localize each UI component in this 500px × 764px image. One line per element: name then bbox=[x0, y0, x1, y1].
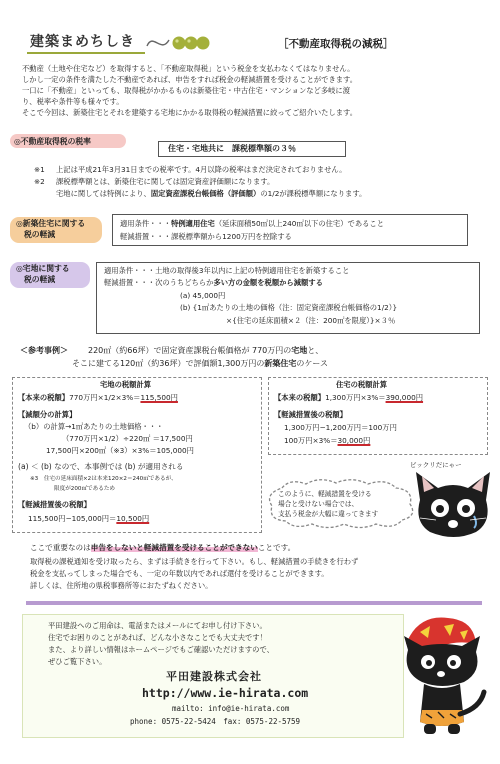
series-title: 建築まめちしき bbox=[30, 34, 135, 50]
land-base-label: 【本来の税額】 bbox=[18, 393, 70, 402]
closing-line1 bbox=[30, 543, 295, 553]
footer-message: また、より詳しい情報はホームページでもご確認いただけますので、 bbox=[48, 645, 274, 654]
land-measure-bold: 多い方の金額を税額から減額する bbox=[213, 278, 323, 287]
condition-label: 適用条件・・・ bbox=[120, 219, 172, 228]
closing-line2: 取得税の課税通知を受け取ったら、まずは手続きを行って下さい。もし、軽減措置の手続きを行わず bbox=[30, 557, 359, 566]
condition-detail: （延床面積50㎡以上240㎡以下の住宅）であること bbox=[214, 219, 385, 228]
section-label-new-house-line2: 税の軽減 bbox=[24, 230, 56, 239]
land-base-result: 115,500円 bbox=[140, 393, 178, 402]
title-underline bbox=[27, 52, 145, 54]
house-after-calc: 100万円×3%＝ bbox=[284, 436, 338, 445]
land-compare: (a) ＜ (b) なので、本事例では (b) が適用される bbox=[18, 462, 184, 471]
section-label-land-line1: ◎宅地に関する bbox=[16, 264, 70, 273]
land-base-tax bbox=[18, 393, 178, 403]
new-house-condition bbox=[120, 219, 384, 229]
closing-post: ことです。 bbox=[257, 543, 296, 552]
note-text-bold: 固定資産課税台帳価格（評価額） bbox=[150, 189, 261, 198]
olive-sprig-icon bbox=[145, 26, 215, 58]
new-house-measure: 軽減措置・・・課税標準額から1200万円を控除する bbox=[120, 232, 292, 241]
surprised-cat-icon bbox=[414, 470, 492, 542]
note-mark: ※2 bbox=[34, 177, 45, 186]
land-condition: 適用条件・・・土地の取得後3年以内に上記の特例適用住宅を新築すること bbox=[104, 266, 350, 275]
note-text-post: の1/2が課税標準額になります。 bbox=[260, 189, 367, 198]
house-after-line2 bbox=[284, 436, 370, 446]
house-base-label: 【本来の税額】 bbox=[274, 393, 326, 402]
land-option-b-cont: ×{住宅の延床面積×２（注：200㎡を限度）}×３％ bbox=[226, 316, 396, 325]
land-after-label: 【軽減措置後の税額】 bbox=[18, 500, 91, 509]
topic-title: ［不動産取得税の減税］ bbox=[278, 38, 394, 50]
example-line1-pre: 220㎡（約66坪）で固定資産課税台帳価格が 770万円の bbox=[88, 346, 292, 355]
email-link[interactable]: mailto: info@ie-hirata.com bbox=[172, 704, 290, 713]
land-calc-b2: （770万円×1/2）÷220㎡ ＝17,500円 bbox=[62, 434, 193, 443]
land-note: ※3 住宅の延床面積×2は本来120×2＝240㎡であるが、 bbox=[30, 476, 177, 482]
divider bbox=[26, 601, 482, 605]
intro-line: しかし一定の条件を満たした不動産であれば、申告をすれば税金の軽減措置を受けることができます。 bbox=[22, 75, 358, 84]
website-link[interactable]: http://www.ie-hirata.com bbox=[142, 686, 309, 700]
example-line1 bbox=[88, 346, 323, 357]
land-base-calc: 770万円×1/2×3%＝ bbox=[69, 393, 141, 402]
intro-line: そこで今回は、新築住宅とそれを建築する宅地にかかる取得税の軽減措置に絞ってご紹介いたします。 bbox=[22, 108, 358, 117]
note-text: 課税標準額とは、新築住宅に関しては固定資産評価額になります。 bbox=[56, 177, 275, 186]
intro-line: 一口に「不動産」といっても、取得税がかかるものは新築住宅・中古住宅・マンションなど多岐に渡 bbox=[22, 86, 351, 95]
footer-message: ぜひご覧下さい。 bbox=[48, 657, 107, 666]
closing-line3: 税金を支払ってしまった場合でも、一定の年数以内であれば還付を受けることができます。 bbox=[30, 569, 329, 578]
footer-message: 住宅でお困りのことがあれば、どんな小さなことでも大丈夫です！ bbox=[48, 633, 267, 642]
land-option-b: (b) {1㎡あたりの土地の価格（注：固定資産課税台帳価格の1/2）} bbox=[180, 303, 398, 312]
section-label-land-line2: 税の軽減 bbox=[24, 275, 56, 284]
section-label-new-house-line1: ◎新築住宅に関する bbox=[16, 219, 86, 228]
cat-speech: ビックリだにゃー bbox=[410, 461, 462, 469]
land-reduction-label: 【減額分の計算】 bbox=[18, 410, 77, 419]
land-measure-label: 軽減措置・・・次のうちどちらか bbox=[104, 278, 214, 287]
land-after-tax bbox=[28, 514, 149, 524]
land-note: 限度が200㎡であるため bbox=[54, 486, 116, 492]
house-base-calc: 1,300万円×3%＝ bbox=[325, 393, 386, 402]
house-base-tax bbox=[274, 393, 423, 403]
section-label-tax-rate-text: ◎不動産取得税の税率 bbox=[14, 137, 91, 146]
house-base-result: 390,000円 bbox=[385, 393, 424, 402]
phone-fax: phone: 0575-22-5424 fax: 0575-22-5759 bbox=[130, 717, 301, 726]
land-calc-b1: （b）の計算→1㎡あたりの土地価格・・・ bbox=[24, 422, 164, 431]
house-after-result: 30,000円 bbox=[337, 436, 371, 445]
land-calc-b3: 17,500円×200㎡（※3）×3%＝105,000円 bbox=[46, 446, 194, 455]
land-after-calc: 115,500円−105,000円＝ bbox=[28, 514, 117, 523]
intro-line: 不動産（土地や住宅など）を取得すると、「不動産取得税」という税金を支払わなくてはなりません。 bbox=[22, 64, 355, 73]
cloud-text: このように、軽減措置を受ける bbox=[278, 490, 372, 498]
tax-rate-text: 住宅・宅地共に 課税標準額の３％ bbox=[168, 144, 296, 153]
note-mark: ※1 bbox=[34, 165, 45, 174]
land-after-result: 10,500円 bbox=[116, 514, 150, 523]
cloud-text: 場合と受けない場合では、 bbox=[278, 500, 359, 508]
example-line1-post: と、 bbox=[307, 346, 324, 355]
land-measure bbox=[104, 278, 323, 288]
cloud-text: 支払う税金が大幅に違ってきます bbox=[278, 510, 379, 518]
example-line2-pre: そこに建てる120㎡（約36坪）で評価額1,300万円の bbox=[72, 359, 265, 368]
note-text bbox=[56, 189, 366, 199]
example-line1-bold: 宅地 bbox=[291, 346, 308, 355]
closing-line4: 詳しくは、住所地の県税事務所等におたずねください。 bbox=[30, 581, 213, 590]
house-after-line1: 1,300万円−1,200万円＝100万円 bbox=[284, 423, 397, 432]
house-calc-title: 住宅の税額計算 bbox=[336, 380, 388, 389]
footer-message: 平田建設へのご用命は、電話またはメールにてお申し付け下さい。 bbox=[48, 621, 267, 630]
house-after-label: 【軽減措置後の税額】 bbox=[274, 410, 347, 419]
cat-mascot-icon bbox=[398, 610, 494, 742]
example-line2-bold: 新築住宅 bbox=[264, 359, 297, 368]
example-line2 bbox=[72, 359, 328, 370]
example-label: ＜参考事例＞ bbox=[20, 346, 68, 355]
company-name: 平田建設株式会社 bbox=[166, 670, 262, 683]
land-calc-title: 宅地の税額計算 bbox=[100, 380, 152, 389]
intro-line: り、税率や条件等も様々です。 bbox=[22, 97, 124, 106]
header bbox=[0, 0, 500, 62]
note-text-pre: 宅地に関しては特例により、 bbox=[56, 189, 151, 198]
closing-highlight: 申告をしないと軽減措置を受けることができない bbox=[90, 543, 258, 552]
closing-pre: ここで重要なのは bbox=[30, 543, 91, 552]
example-line2-post: のケース bbox=[296, 359, 328, 368]
condition-bold: 特例適用住宅 bbox=[171, 219, 215, 228]
note-text: 上記は平成21年3月31日までの税率です。4月以降の税率はまだ決定されておりません。 bbox=[56, 165, 347, 174]
land-option-a: (a) 45,000円 bbox=[180, 291, 226, 300]
